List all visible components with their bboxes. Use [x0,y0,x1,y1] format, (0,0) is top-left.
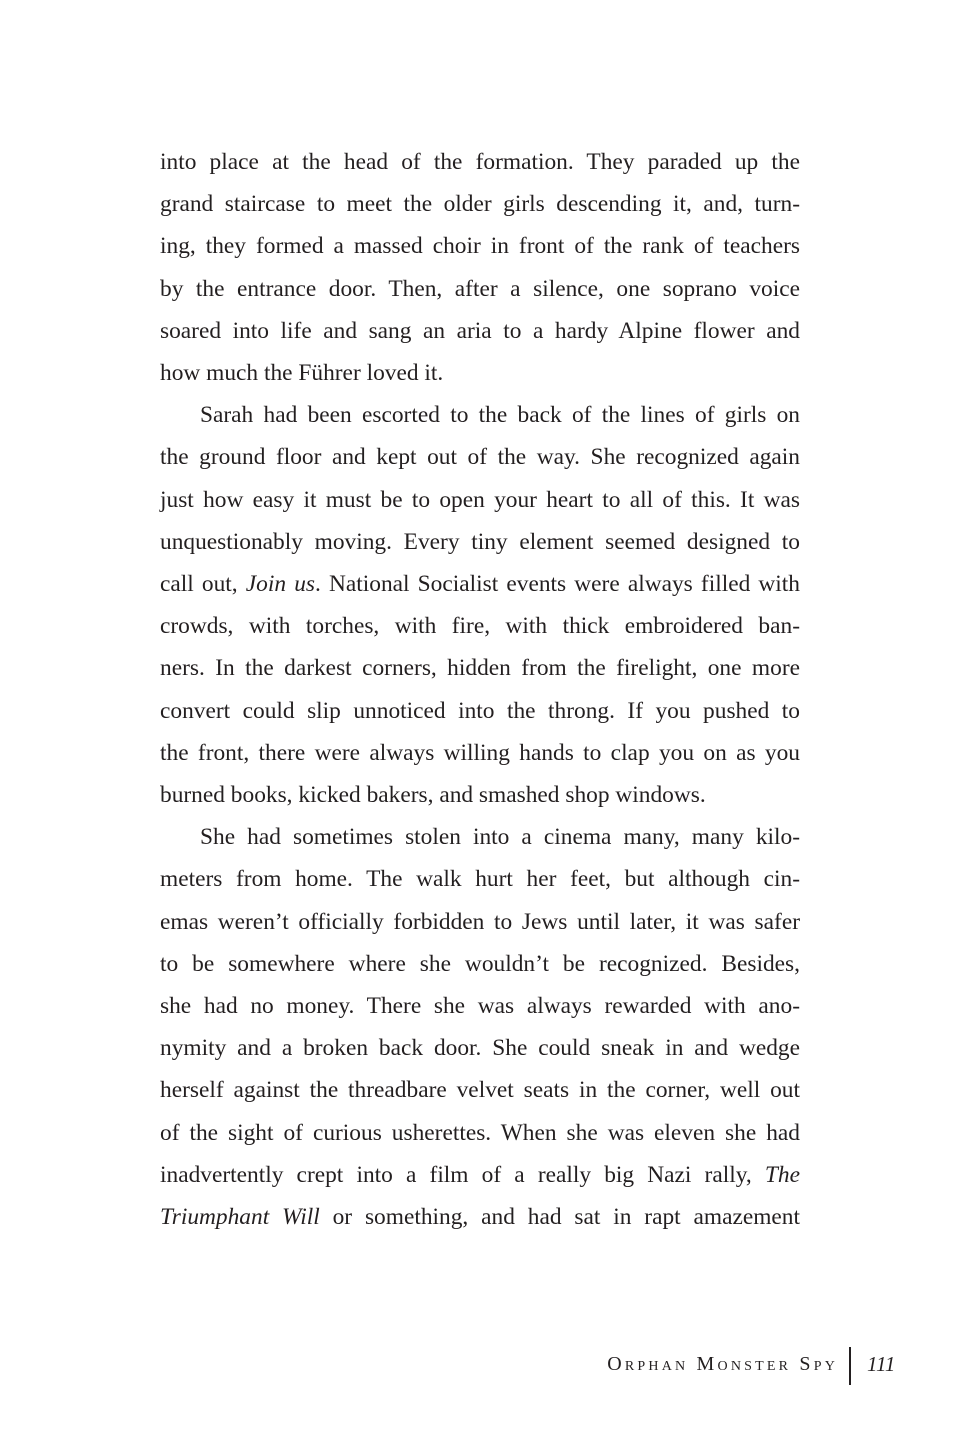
text-line: grand staircase to meet the older girls descending it, and, turn- [160,191,800,218]
page-number: 111 [867,1352,896,1376]
text-line: nymity and a broken back door. She could sneak in and wedge [160,1035,800,1062]
italic-text: Join us [245,571,315,598]
text-line: ing, they formed a massed choir in front of the rank of teachers [160,233,800,260]
text-line: the front, there were always willing hands to clap you on as you [160,739,800,766]
text-segment: inadvertently crept into a film of a really big Nazi rally, [160,1161,765,1188]
page-footer [0,1347,960,1387]
text-segment: call out, [160,571,246,598]
text-line [160,1154,800,1196]
text-line: meters from home. The walk hurt her feet, but although cin- [160,866,800,893]
text-segment: or something, and had sat in rapt amazement [319,1204,800,1231]
text-line: emas weren’t officially forbidden to Jews until later, it was safer [160,908,800,935]
paragraph [160,141,800,394]
footer-divider [849,1347,851,1385]
paragraph [160,394,800,816]
text-line [160,563,800,605]
italic-text: Triumphant Will [160,1204,320,1231]
text-line: the ground floor and kept out of the way. She recognized again [160,444,800,471]
paragraph [160,816,800,1238]
text-line: burned books, kicked bakers, and smashed shop windows. [160,782,706,809]
text-line: how much the Führer loved it. [160,360,444,387]
text-line: convert could slip unnoticed into the throng. If you pushed to [160,697,800,724]
text-line: Sarah had been escorted to the back of the lines of girls on [200,402,800,429]
text-line: She had sometimes stolen into a cinema many, many kilo- [200,824,800,851]
body-text [160,141,800,1238]
text-line: crowds, with torches, with fire, with thick embroidered ban- [160,613,800,640]
text-line: ners. In the darkest corners, hidden from the firelight, one more [160,655,800,682]
text-line [160,1196,800,1238]
text-line: by the entrance door. Then, after a silence, one soprano voice [160,275,800,302]
text-line: to be somewhere where she wouldn’t be recognized. Besides, [160,950,800,977]
text-line: she had no money. There she was always rewarded with ano- [160,993,800,1020]
text-line: soared into life and sang an aria to a hardy Alpine flower and [160,317,800,344]
text-segment: . National Socialist events were always filled with [315,571,801,598]
running-title: Orphan Monster Spy [607,1353,838,1375]
text-line: unquestionably moving. Every tiny element seemed designed to [160,528,800,555]
italic-text: The [764,1161,800,1188]
text-line: just how easy it must be to open your heart to all of this. It was [160,486,800,513]
text-line: herself against the threadbare velvet seats in the corner, well out [160,1077,800,1104]
text-line: into place at the head of the formation. They paraded up the [160,149,800,175]
text-line: of the sight of curious usherettes. When she was eleven she had [160,1119,800,1146]
